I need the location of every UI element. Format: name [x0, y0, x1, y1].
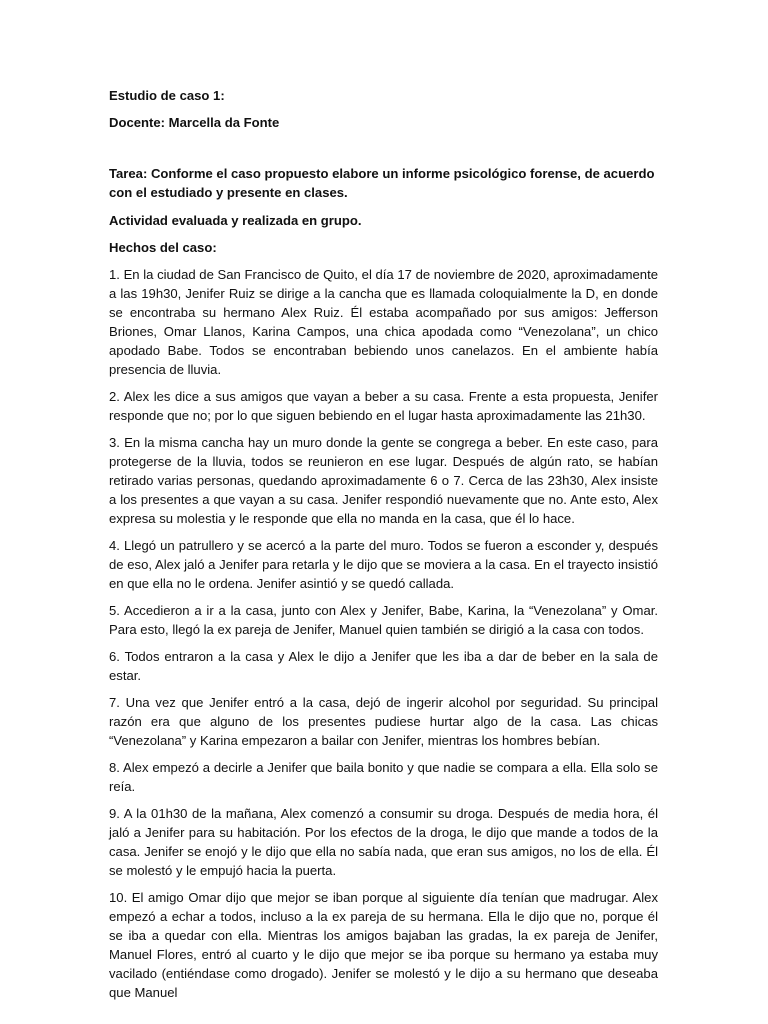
- fact-paragraph-2: 2. Alex les dice a sus amigos que vayan a beber a su casa. Frente a esta propuesta, Jenifer responde que no; por lo que siguen bebiendo en el lugar hasta aproximadamente las 21h30.: [109, 389, 658, 423]
- fact-paragraph-5: 5. Accedieron a ir a la casa, junto con Alex y Jenifer, Babe, Karina, la “Venezolana” y Omar. Para esto, llegó la ex pareja de Jenifer, Manuel quien también se dirigió a la casa con todos.: [109, 603, 658, 637]
- document-page: [109, 86, 658, 1002]
- fact-paragraph-8: 8. Alex empezó a decirle a Jenifer que baila bonito y que nadie se compara a ella. Ella solo se reía.: [109, 760, 658, 794]
- fact-paragraph-1: 1. En la ciudad de San Francisco de Quito, el día 17 de noviembre de 2020, aproximadamente a las 19h30, Jenifer Ruiz se dirige a la cancha que es llamada coloquialmente la D, en donde se encontraba su hermano Alex Ruiz. Él estaba acompañado por sus amigos: Jefferson Briones, Omar Llanos, Karina Campos, una chica apodada como “Venezolana”, un chico apodado Babe. Todos se encontraban bebiendo unos canelazos. En el ambiente había presencia de lluvia.: [109, 267, 658, 377]
- task-statement: Tarea: Conforme el caso propuesto elabore un informe psicológico forense, de acuerdo con el estudiado y presente en clases.: [109, 166, 655, 200]
- case-title: Estudio de caso 1:: [109, 88, 225, 103]
- teacher-line: Docente: Marcella da Fonte: [109, 115, 280, 130]
- activity-note: Actividad evaluada y realizada en grupo.: [109, 213, 362, 228]
- fact-paragraph-10: 10. El amigo Omar dijo que mejor se iban porque al siguiente día tenían que madrugar. Alex empezó a echar a todos, incluso a la ex pareja de su hermana. Ella le dijo que no, porque él se iba a quedar con ella. Mientras los amigos bajaban las gradas, la ex pareja de Jenifer, Manuel Flores, entró al cuarto y le dijo que mejor se iba porque su hermano ya estaba muy vacilado (entiéndase como drogado). Jenifer se molestó y le dijo a su hermano que deseaba que Manuel: [109, 890, 658, 1000]
- fact-paragraph-3: 3. En la misma cancha hay un muro donde la gente se congrega a beber. En este caso, para protegerse de la lluvia, todos se reunieron en ese lugar. Después de algún rato, se habían retirado varias personas, quedando aproximadamente 6 o 7. Cerca de las 23h30, Alex insiste a los presentes a que vayan a su casa. Jenifer respondió nuevamente que no. Ante esto, Alex expresa su molestia y le responde que ella no manda en la casa, que él lo hace.: [109, 435, 658, 526]
- fact-paragraph-9: 9. A la 01h30 de la mañana, Alex comenzó a consumir su droga. Después de media hora, él jaló a Jenifer para su habitación. Por los efectos de la droga, le dijo que mande a todos de la casa. Jenifer se enojó y le dijo que ella no sabía nada, que eran sus amigos, no los de ella. Él se molestó y le empujó hacia la puerta.: [109, 806, 658, 878]
- fact-paragraph-7: 7. Una vez que Jenifer entró a la casa, dejó de ingerir alcohol por seguridad. Su principal razón era que alguno de los presentes pudiese hurtar algo de la casa. Las chicas “Venezolana” y Karina empezaron a bailar con Jenifer, mientras los hombres bebían.: [109, 695, 658, 748]
- fact-paragraph-6: 6. Todos entraron a la casa y Alex le dijo a Jenifer que les iba a dar de beber en la sala de estar.: [109, 649, 658, 683]
- fact-paragraph-4: 4. Llegó un patrullero y se acercó a la parte del muro. Todos se fueron a esconder y, después de eso, Alex jaló a Jenifer para retarla y le dijo que se moviera a la casa. En el trayecto insistió en que ella no le ordena. Jenifer asintió y se quedó callada.: [109, 538, 658, 591]
- facts-heading: Hechos del caso:: [109, 240, 217, 255]
